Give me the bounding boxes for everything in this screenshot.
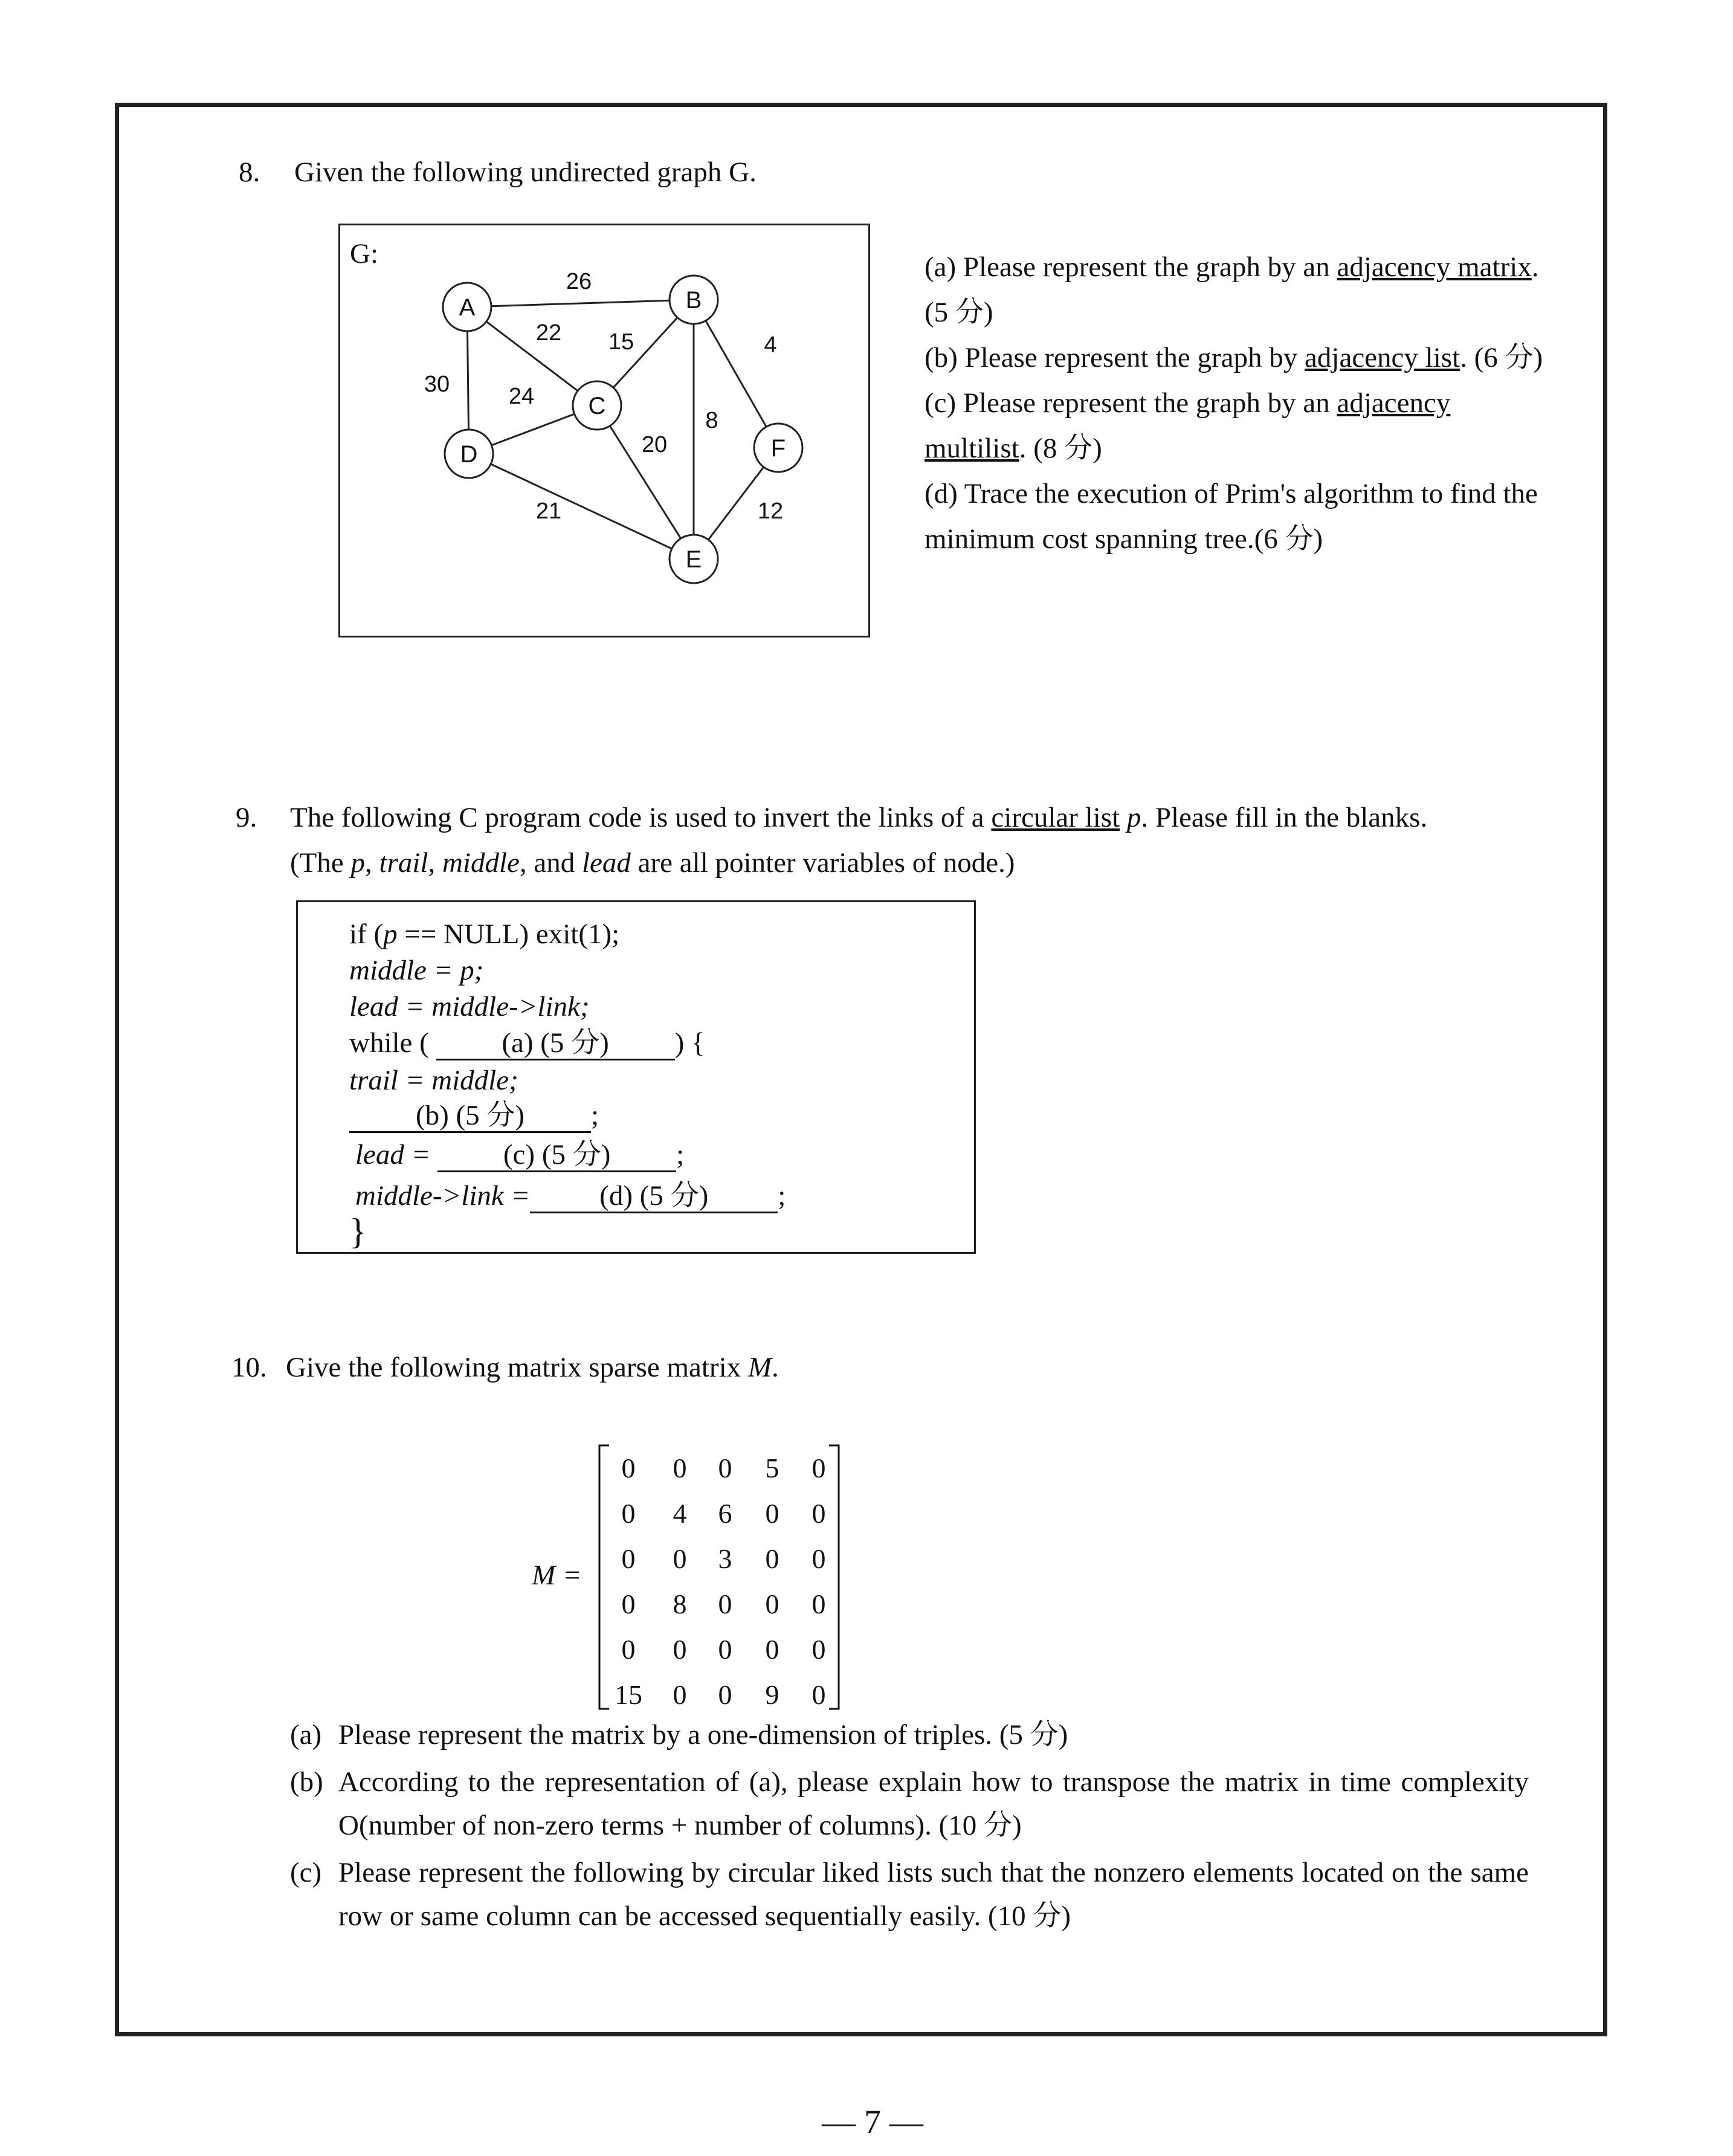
code-l7-a: lead = bbox=[355, 1139, 431, 1170]
question-10-part-b bbox=[290, 1760, 1529, 1847]
matrix-cell-2-3: 0 bbox=[765, 1543, 779, 1574]
edge-A-B bbox=[467, 300, 694, 307]
part-c-body: Please represent the following by circular liked lists such that the nonzero elements located on the same row or same column can be accessed sequentially easily. (10 分) bbox=[338, 1857, 1529, 1932]
q9-l2-middle: middle bbox=[442, 847, 520, 879]
question-9-var: p bbox=[1126, 802, 1141, 833]
code-l7-b: ; bbox=[676, 1139, 685, 1170]
code-l6-b: ; bbox=[591, 1100, 599, 1131]
blank-a[interactable]: (a) (5 分) bbox=[436, 1029, 675, 1060]
matrix-cell-1-4: 0 bbox=[812, 1498, 826, 1529]
matrix-cell-1-1: 4 bbox=[673, 1498, 687, 1529]
q9-l2-p: p bbox=[350, 847, 365, 879]
graph-g-box bbox=[338, 224, 870, 637]
node-label-B: B bbox=[685, 287, 702, 314]
edge-weight-A-C: 22 bbox=[535, 320, 562, 346]
blank-c[interactable]: (c) (5 分) bbox=[437, 1141, 676, 1172]
node-label-F: F bbox=[770, 435, 786, 462]
question-10-title bbox=[231, 1354, 779, 1382]
part-b-term: adjacency list bbox=[1305, 342, 1460, 373]
question-8-part-d: (d) Trace the execution of Prim's algorithm to find the minimum cost spanning tree.(6 分) bbox=[925, 478, 1538, 555]
graph-g-diagram bbox=[340, 225, 872, 639]
part-a-text: (a) Please represent the graph by an bbox=[925, 251, 1337, 283]
part-a-term: adjacency matrix bbox=[1337, 251, 1532, 283]
matrix-m-svg bbox=[526, 1438, 864, 1716]
question-8-title bbox=[239, 158, 757, 187]
matrix-cell-0-2: 0 bbox=[718, 1453, 732, 1483]
edge-weight-C-E: 20 bbox=[641, 432, 668, 457]
node-label-A: A bbox=[459, 294, 476, 321]
part-a-body: Please represent the matrix by a one-dimension of triples. (5 分) bbox=[338, 1719, 1068, 1751]
node-label-E: E bbox=[685, 546, 702, 573]
page-number: — 7 — bbox=[822, 2103, 923, 2141]
code-line-5: trail = middle; bbox=[349, 1065, 518, 1096]
matrix-cell-0-0: 0 bbox=[621, 1453, 636, 1483]
blank-b[interactable]: (b) (5 分) bbox=[349, 1102, 591, 1133]
question-9-text-end: . Please fill in the blanks. bbox=[1141, 802, 1428, 833]
edge-weight-B-F: 4 bbox=[764, 332, 777, 358]
question-8-text: Given the following undirected graph G. bbox=[294, 157, 757, 188]
matrix-cell-3-3: 0 bbox=[765, 1589, 779, 1619]
part-a-label: (a) bbox=[290, 1719, 322, 1751]
question-8-part-c bbox=[925, 381, 1559, 471]
matrix-cell-2-4: 0 bbox=[812, 1543, 826, 1574]
question-8-parts bbox=[925, 245, 1559, 562]
code-line-6 bbox=[349, 1102, 599, 1133]
matrix-cell-5-3: 9 bbox=[765, 1679, 779, 1710]
part-c-term: adjacency multilist bbox=[925, 387, 1451, 464]
question-10-part-a bbox=[290, 1713, 1529, 1757]
q9-l2-post: are all pointer variables of node.) bbox=[630, 847, 1015, 879]
question-9-number: 9. bbox=[236, 802, 257, 833]
question-10-var: M bbox=[747, 1352, 772, 1383]
node-label-D: D bbox=[460, 441, 478, 468]
question-10-parts bbox=[290, 1713, 1529, 1941]
matrix-cell-4-4: 0 bbox=[812, 1634, 826, 1665]
matrix-cell-5-0: 15 bbox=[615, 1679, 642, 1710]
blank-d[interactable]: (d) (5 分) bbox=[530, 1182, 778, 1213]
question-8-part-b bbox=[925, 335, 1559, 381]
edge-weight-E-F: 12 bbox=[757, 499, 784, 524]
matrix-cell-5-2: 0 bbox=[718, 1679, 732, 1710]
part-c-text: (c) Please represent the graph by an bbox=[925, 387, 1337, 419]
edge-weight-B-E: 8 bbox=[705, 408, 718, 433]
code-line-2: middle = p; bbox=[349, 955, 484, 986]
part-c-label: (c) bbox=[290, 1857, 322, 1888]
part-c-points: . (8 分) bbox=[1019, 433, 1102, 464]
question-9-line-1 bbox=[236, 804, 1427, 832]
code-line-9: } bbox=[349, 1212, 367, 1251]
q9-l2-and: , and bbox=[519, 847, 582, 879]
matrix-cell-2-1: 0 bbox=[673, 1543, 687, 1574]
matrix-left-bracket bbox=[599, 1445, 609, 1709]
matrix-cell-3-2: 0 bbox=[718, 1589, 732, 1619]
code-l1-a: if ( bbox=[349, 918, 384, 950]
question-9-term: circular list bbox=[991, 802, 1120, 833]
node-label-C: C bbox=[588, 393, 606, 419]
part-a-points: . (5 分) bbox=[925, 251, 1539, 328]
question-10-text-end: . bbox=[772, 1352, 779, 1383]
q9-l2-open: (The bbox=[290, 847, 351, 879]
edge-weight-C-D: 24 bbox=[508, 384, 535, 409]
edge-weight-D-E: 21 bbox=[535, 499, 562, 524]
matrix-cell-4-0: 0 bbox=[621, 1634, 636, 1665]
matrix-cell-1-0: 0 bbox=[621, 1498, 636, 1529]
matrix-cell-5-1: 0 bbox=[673, 1679, 687, 1710]
matrix-cell-4-2: 0 bbox=[718, 1634, 732, 1665]
matrix-cell-4-3: 0 bbox=[765, 1634, 779, 1665]
code-l4-a: while ( bbox=[349, 1027, 429, 1059]
code-l1-b: == NULL) exit(1); bbox=[397, 918, 620, 950]
code-line-7 bbox=[355, 1141, 684, 1172]
edge-weight-A-B: 26 bbox=[566, 269, 592, 294]
question-10-number: 10. bbox=[231, 1352, 267, 1383]
question-9-line-2 bbox=[290, 849, 1015, 877]
code-line-1 bbox=[349, 920, 619, 949]
matrix-cell-0-4: 0 bbox=[812, 1453, 826, 1483]
question-10-text: Give the following matrix sparse matrix bbox=[286, 1352, 748, 1383]
matrix-cell-3-4: 0 bbox=[812, 1589, 826, 1619]
question-10-part-c bbox=[290, 1851, 1529, 1938]
matrix-cell-1-3: 0 bbox=[765, 1498, 779, 1529]
code-line-3: lead = middle->link; bbox=[349, 991, 590, 1022]
q9-l2-lead: lead bbox=[582, 847, 631, 879]
matrix-cell-3-0: 0 bbox=[621, 1589, 636, 1619]
matrix-label: M = bbox=[532, 1560, 582, 1591]
matrix-cell-0-1: 0 bbox=[673, 1453, 687, 1483]
part-b-body: According to the representation of (a), please explain how to transpose the matrix in time complexity O(number of non-zero terms + number of columns). (10 分) bbox=[338, 1766, 1529, 1841]
matrix-cell-1-2: 6 bbox=[718, 1498, 732, 1529]
part-b-points: . (6 分) bbox=[1460, 342, 1543, 373]
question-9-text: The following C program code is used to invert the links of a bbox=[290, 802, 992, 833]
part-b-text: (b) Please represent the graph by bbox=[925, 342, 1305, 373]
edge-weight-B-C: 15 bbox=[608, 329, 634, 355]
code-line-4 bbox=[349, 1029, 705, 1060]
code-line-8 bbox=[355, 1182, 786, 1213]
edge-weight-A-D: 30 bbox=[424, 372, 450, 397]
q9-l2-c1: , bbox=[364, 847, 379, 879]
matrix-cell-4-1: 0 bbox=[673, 1634, 687, 1665]
q9-l2-trail: trail bbox=[379, 847, 428, 879]
question-8-number: 8. bbox=[239, 157, 260, 188]
code-l8-a: middle->link = bbox=[355, 1180, 531, 1212]
matrix-cell-2-0: 0 bbox=[621, 1543, 636, 1574]
code-box bbox=[296, 900, 976, 1254]
matrix-cell-5-4: 0 bbox=[812, 1679, 826, 1710]
code-l4-b: ) { bbox=[674, 1027, 705, 1059]
part-b-label: (b) bbox=[290, 1766, 323, 1798]
matrix-m bbox=[526, 1438, 864, 1723]
q9-l2-c2: , bbox=[428, 847, 442, 879]
question-8-part-a bbox=[925, 245, 1559, 335]
code-l8-b: ; bbox=[778, 1180, 786, 1212]
matrix-right-bracket bbox=[829, 1445, 839, 1709]
matrix-cell-3-1: 8 bbox=[673, 1589, 687, 1619]
matrix-cell-0-3: 5 bbox=[765, 1453, 779, 1483]
matrix-cell-2-2: 3 bbox=[718, 1543, 732, 1574]
code-l1-p: p bbox=[383, 918, 398, 950]
graph-label: G: bbox=[350, 238, 378, 270]
